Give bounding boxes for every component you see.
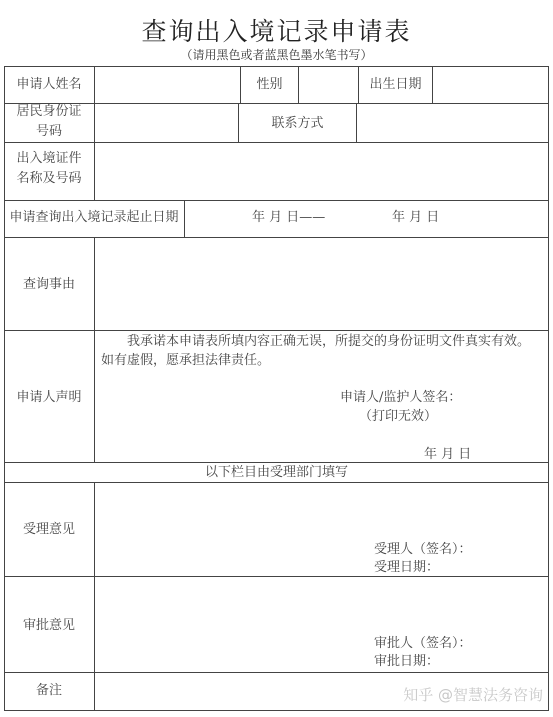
query-reason-field[interactable] [95,238,548,330]
table-border-bottom [4,710,549,711]
signature-date-field[interactable]: 年 月 日 [424,447,472,462]
id-number-label-line1: 居民身份证 [16,104,82,119]
acceptance-person-label: 受理人（签名）： [374,542,472,557]
row-divider [4,330,549,331]
remarks-label: 备注 [35,683,62,698]
declaration-text-line2: 如有虚假，愿承担法律责任。 [101,353,271,368]
watermark: 知乎 @智慧法务咨询 [403,686,543,704]
acceptance-opinion-field[interactable] [95,483,548,538]
id-number-label [4,102,94,142]
travel-document-label [4,149,94,189]
column-divider [184,200,185,237]
acceptance-opinion-label: 受理意见 [22,522,75,537]
approval-opinion-label: 审批意见 [22,618,75,633]
form-subtitle: （请用黑色或者蓝黑色墨水笔书写） [180,48,373,62]
declaration-label: 申请人声明 [16,390,82,405]
travel-document-field[interactable] [95,143,548,200]
section-header: 以下栏目由受理部门填写 [204,465,348,480]
contact-label: 联系方式 [271,116,324,131]
date-range-label: 申请查询出入境记录起止日期 [9,210,179,225]
query-reason-label: 查询事由 [22,277,75,292]
contact-field[interactable] [357,104,548,142]
approval-opinion-field[interactable] [95,577,548,632]
row-divider [4,200,549,201]
id-number-field[interactable] [95,104,238,142]
birth-date-label: 出生日期 [369,77,422,92]
approval-person-label: 审批人（签名）： [374,636,472,651]
approval-date-label: 审批日期： [374,654,440,669]
applicant-name-field[interactable] [95,67,240,103]
table-border-right [548,66,549,711]
date-to-field[interactable]: 年 月 日 [392,210,440,225]
signature-field[interactable] [470,385,546,407]
gender-label: 性别 [256,77,283,92]
travel-document-label-line2: 名称及号码 [16,171,82,187]
birth-date-field[interactable] [433,67,548,103]
date-from-field[interactable]: 年 月 日—— [252,210,326,225]
travel-document-label-line1: 出入境证件 [16,151,82,166]
declaration-text-line1: 我承诺本申请表所填内容正确无误，所提交的身份证明文件真实有效。 [127,334,531,349]
signature-note: （打印无效） [359,409,438,424]
acceptance-date-label: 受理日期： [374,560,440,575]
form-title: 查询出入境记录申请表 [141,17,412,46]
applicant-name-label: 申请人姓名 [16,77,82,92]
gender-field[interactable] [299,67,358,103]
id-number-label-line2: 号码 [35,124,62,140]
signature-label: 申请人/监护人签名： [340,390,462,405]
